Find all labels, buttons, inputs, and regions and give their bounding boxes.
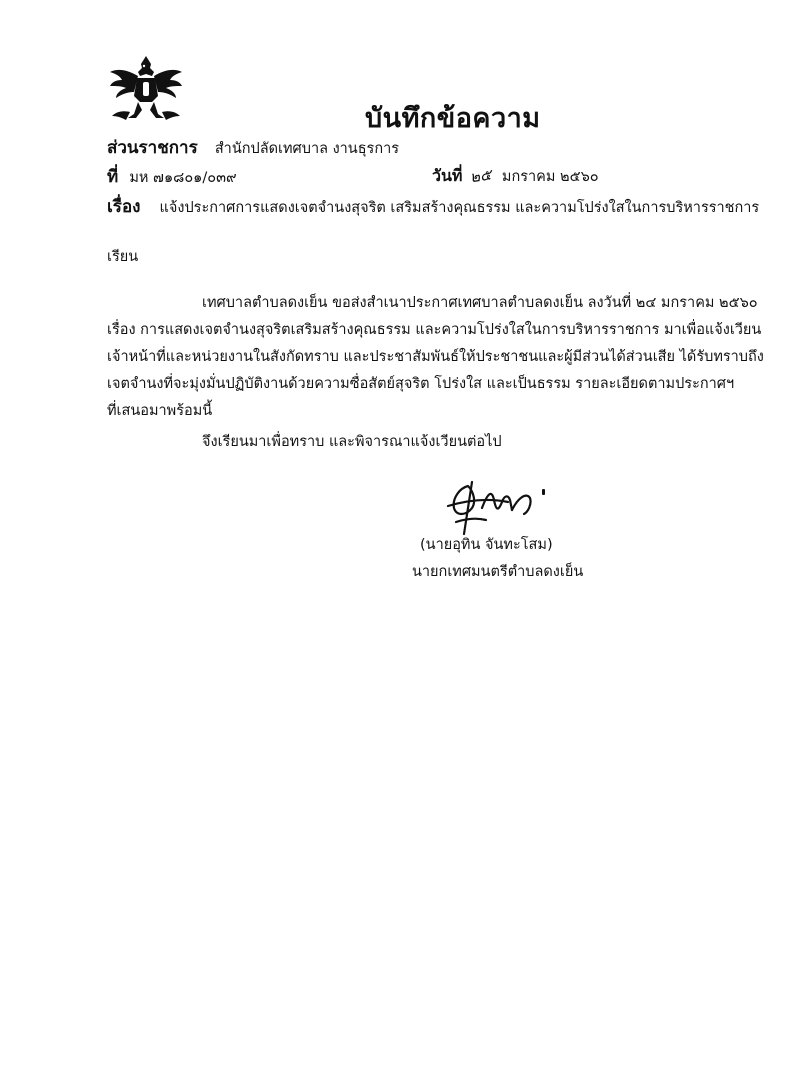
signer-position: นายกเทศมนตรีตำบลดงเย็น — [412, 564, 584, 580]
department-value: สำนักปลัดเทศบาล งานธุรการ — [214, 141, 400, 157]
date-row — [432, 164, 599, 189]
reference-label: ที่ — [107, 167, 119, 187]
subject-value: แจ้งประกาศการแสดงเจตจำนงสุจริต เสริมสร้างคุณธรรม และความโปร่งใสในการบริหารราชการ — [159, 200, 760, 216]
date-day-handwritten: ๒๕ — [468, 165, 492, 187]
signature-mark — [542, 489, 545, 495]
date-label: วันที่ — [432, 166, 463, 185]
date-month-year: มกราคม ๒๕๖๐ — [501, 169, 599, 185]
body-line-2: เรื่อง การแสดงเจตจำนงสุจริตเสริมสร้างคุณธรรม และความโปร่งใสในการบริหารราชการ มาเพื่อแจ้งเวียน — [107, 322, 762, 338]
signer-name: (นายอุทิน จันทะโสม) — [420, 537, 553, 553]
document-title: บันทึกข้อความ — [365, 103, 541, 134]
body-paragraph — [107, 290, 764, 425]
reference-number: มห ๗๑๘๐๑/๐๓๙ — [129, 170, 237, 186]
handwritten-signature — [438, 478, 558, 536]
subject-row — [107, 193, 759, 220]
body-line-5: ที่เสนอมาพร้อมนี้ — [107, 403, 213, 419]
body-line-1: เทศบาลตำบลดงเย็น ขอส่งสำเนาประกาศเทศบาลตำบลดงเย็น ลงวันที่ ๒๔ มกราคม ๒๕๖๐ — [202, 295, 758, 311]
reference-row — [107, 163, 237, 190]
salutation: เรียน — [107, 249, 139, 265]
subject-label: เรื่อง — [107, 197, 141, 217]
department-label: ส่วนราชการ — [107, 138, 198, 158]
closing-sentence: จึงเรียนมาเพื่อทราบ และพิจารณาแจ้งเวียนต่อไป — [202, 434, 502, 450]
body-line-3: เจ้าหน้าที่และหน่วยงานในสังกัดทราบ และประชาสัมพันธ์ให้ประชาชนและผู้มีส่วนได้ส่วนเสีย ได้รับทราบถึง — [107, 349, 764, 365]
department-row — [107, 134, 399, 161]
garuda-emblem-icon — [108, 52, 184, 124]
body-line-4: เจตจำนงที่จะมุ่งมั่นปฏิบัติงานด้วยความซื่อสัตย์สุจริต โปร่งใส และเป็นธรรม รายละเอียดตามประกาศฯ — [107, 376, 735, 392]
